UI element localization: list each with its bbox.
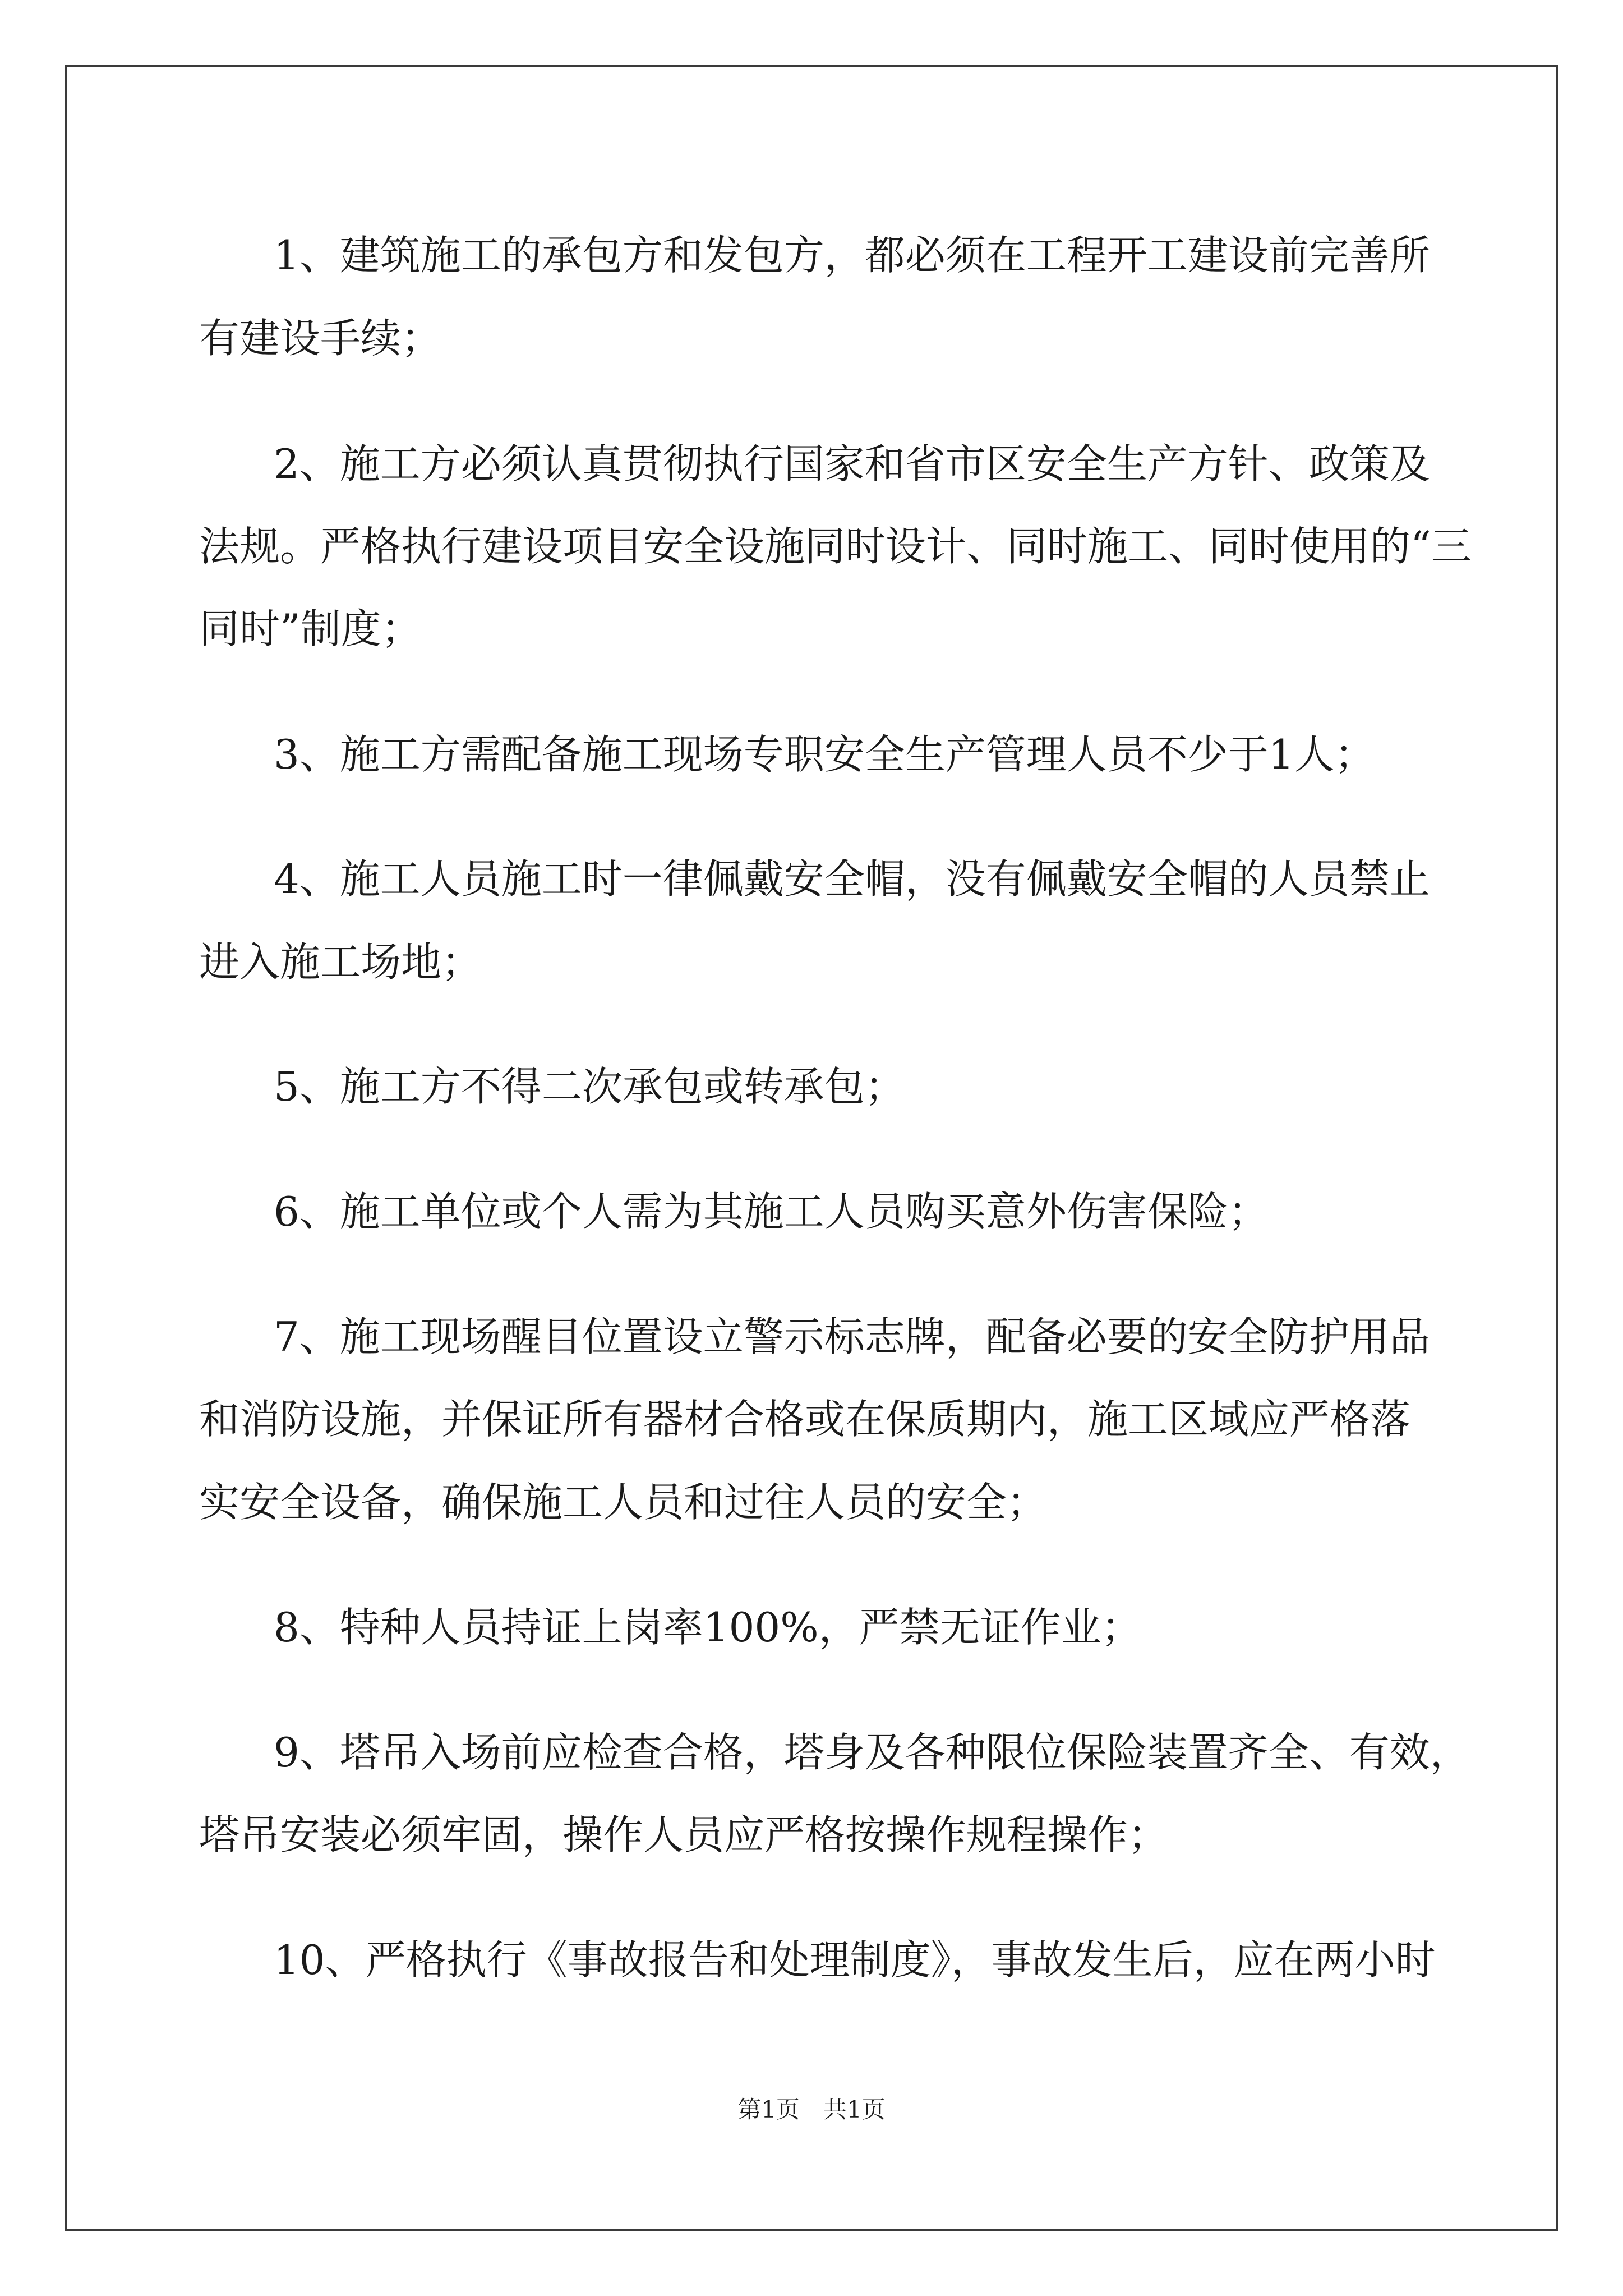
- paragraph-1-line-2: 有建设手续；: [199, 315, 442, 362]
- paragraph-2-line-1: 2、施工方必须认真贯彻执行国家和省市区安全生产方针、政策及: [274, 440, 1430, 487]
- paragraph-6-line-1: 6、施工单位或个人需为其施工人员购买意外伤害保险；: [274, 1188, 1269, 1235]
- paragraph-7-line-3: 实安全设备，确保施工人员和过往人员的安全；: [199, 1479, 1048, 1526]
- paragraph-10-line-1: 10、严格执行《事故报告和处理制度》，事故发生后，应在两小时: [274, 1936, 1436, 1984]
- paragraph-4-line-1: 4、施工人员施工时一律佩戴安全帽，没有佩戴安全帽的人员禁止: [274, 855, 1430, 903]
- paragraph-7-line-1: 7、施工现场醒目位置设立警示标志牌，配备必要的安全防护用品: [274, 1313, 1430, 1360]
- paragraph-8-line-1: 8、特种人员持证上岗率100%，严禁无证作业；: [274, 1604, 1142, 1651]
- page-number-footer: 第1页 共1页: [737, 2096, 886, 2123]
- paragraph-7-line-2: 和消防设施，并保证所有器材合格或在保质期内，施工区域应严格落: [199, 1396, 1411, 1443]
- paragraph-9-line-2: 塔吊安装必须牢固，操作人员应严格按操作规程操作；: [199, 1811, 1169, 1858]
- paragraph-9-line-1: 9、塔吊入场前应检查合格，塔身及各种限位保险装置齐全、有效，: [274, 1729, 1470, 1776]
- paragraph-5-line-1: 5、施工方不得二次承包或转承包；: [274, 1063, 905, 1110]
- paragraph-3-line-1: 3、施工方需配备施工现场专职安全生产管理人员不少于1人；: [274, 731, 1375, 778]
- paragraph-2-line-2: 法规。严格执行建设项目安全设施同时设计、同时施工、同时使用的“三: [199, 523, 1472, 570]
- paragraph-2-line-3: 同时”制度；: [199, 605, 422, 652]
- paragraph-1-line-1: 1、建筑施工的承包方和发包方，都必须在工程开工建设前完善所: [274, 232, 1430, 279]
- page-border: [65, 65, 1558, 2231]
- paragraph-4-line-2: 进入施工场地；: [199, 938, 482, 986]
